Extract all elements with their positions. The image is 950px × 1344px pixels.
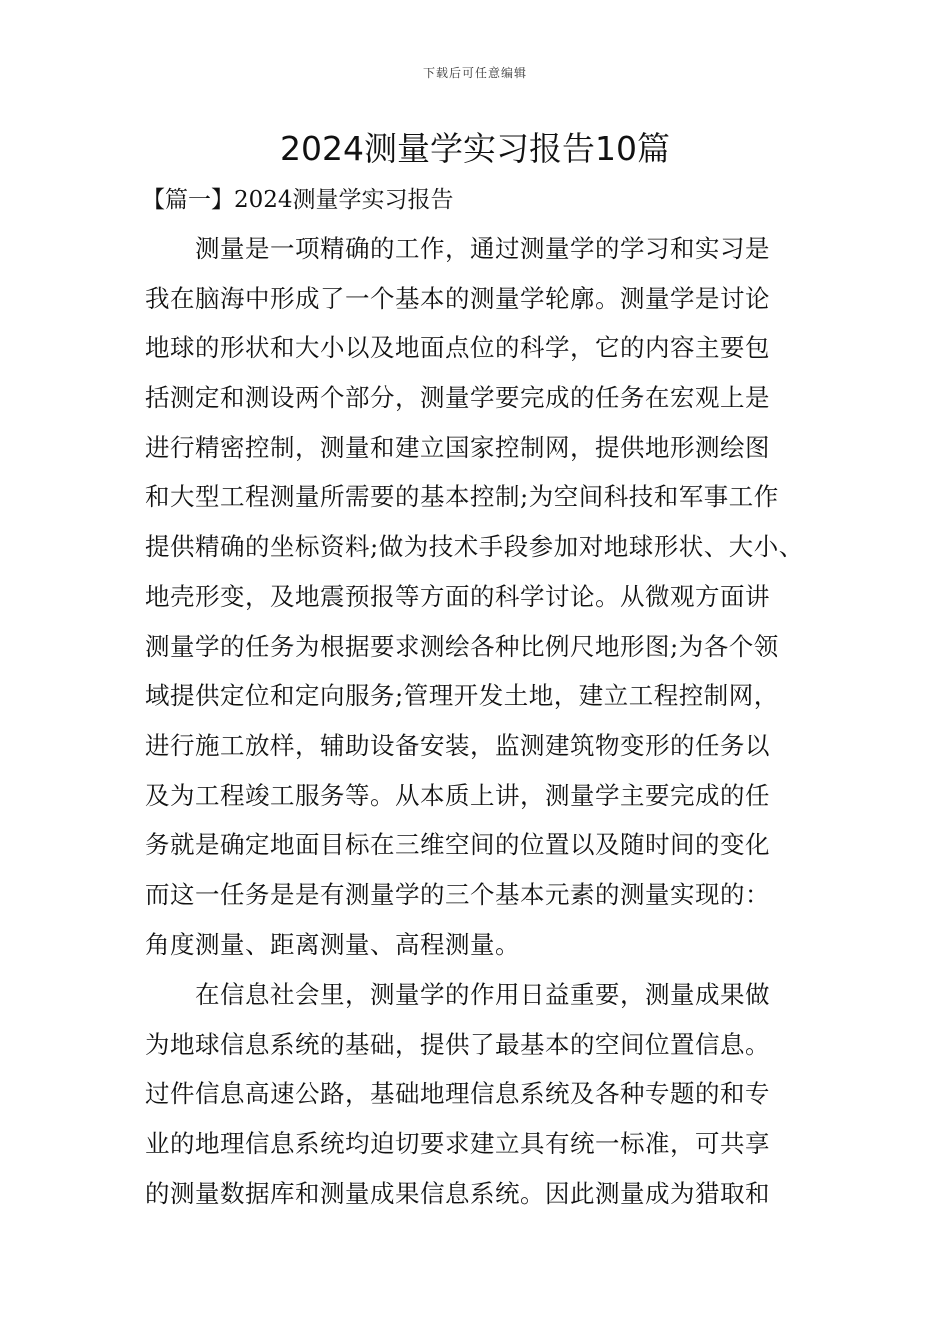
paragraph-line: 及为工程竣工服务等。从本质上讲，测量学主要完成的任 xyxy=(145,780,770,810)
paragraph-line: 括测定和测设两个部分，测量学要完成的任务在宏观上是 xyxy=(145,383,770,413)
paragraph-line: 测量是一项精确的工作，通过测量学的学习和实习是 xyxy=(145,234,770,263)
paragraph-line: 业的地理信息系统均迫切要求建立具有统一标准，可共享 xyxy=(145,1129,770,1159)
paragraph-line: 测量学的任务为根据要求测绘各种比例尺地形图;为各个领 xyxy=(145,631,779,661)
paragraph-line: 角度测量、距离测量、高程测量。 xyxy=(145,929,520,959)
paragraph-line: 和大型工程测量所需要的基本控制;为空间科技和军事工作 xyxy=(145,482,779,512)
paragraph-line: 进行精密控制，测量和建立国家控制网，提供地形测绘图 xyxy=(145,432,770,462)
paragraph-line: 进行施工放样，辅助设备安装，监测建筑物变形的任务以 xyxy=(145,730,770,760)
paragraph-line: 在信息社会里，测量学的作用日益重要，测量成果做 xyxy=(145,980,770,1009)
paragraph-line: 提供精确的坐标资料;做为技术手段参加对地球形状、大小、 xyxy=(145,532,804,562)
paragraph-line: 为地球信息系统的基础，提供了最基本的空间位置信息。 xyxy=(145,1029,770,1059)
document-title: 2024测量学实习报告10篇 xyxy=(280,129,670,168)
paragraph-2 xyxy=(145,970,815,1218)
paragraph-line: 地壳形变，及地震预报等方面的科学讨论。从微观方面讲 xyxy=(145,581,770,611)
paragraph-line: 而这一任务是是有测量学的三个基本元素的测量实现的： xyxy=(145,879,770,909)
paragraph-line: 过件信息高速公路，基础地理信息系统及各种专题的和专 xyxy=(145,1079,770,1109)
paragraph-line: 我在脑海中形成了一个基本的测量学轮廓。测量学是讨论 xyxy=(145,283,770,313)
page-header-note: 下载后可任意编辑 xyxy=(422,66,527,80)
paragraph-line: 地球的形状和大小以及地面点位的科学，它的内容主要包 xyxy=(145,333,770,363)
section-heading: 【篇一】2024测量学实习报告 xyxy=(142,187,454,213)
paragraph-line: 域提供定位和定向服务;管理开发土地，建立工程控制网， xyxy=(145,681,779,711)
paragraph-line: 务就是确定地面目标在三维空间的位置以及随时间的变化 xyxy=(145,830,770,860)
paragraph-1 xyxy=(145,224,815,969)
paragraph-line: 的测量数据库和测量成果信息系统。因此测量成为猎取和 xyxy=(145,1178,770,1208)
